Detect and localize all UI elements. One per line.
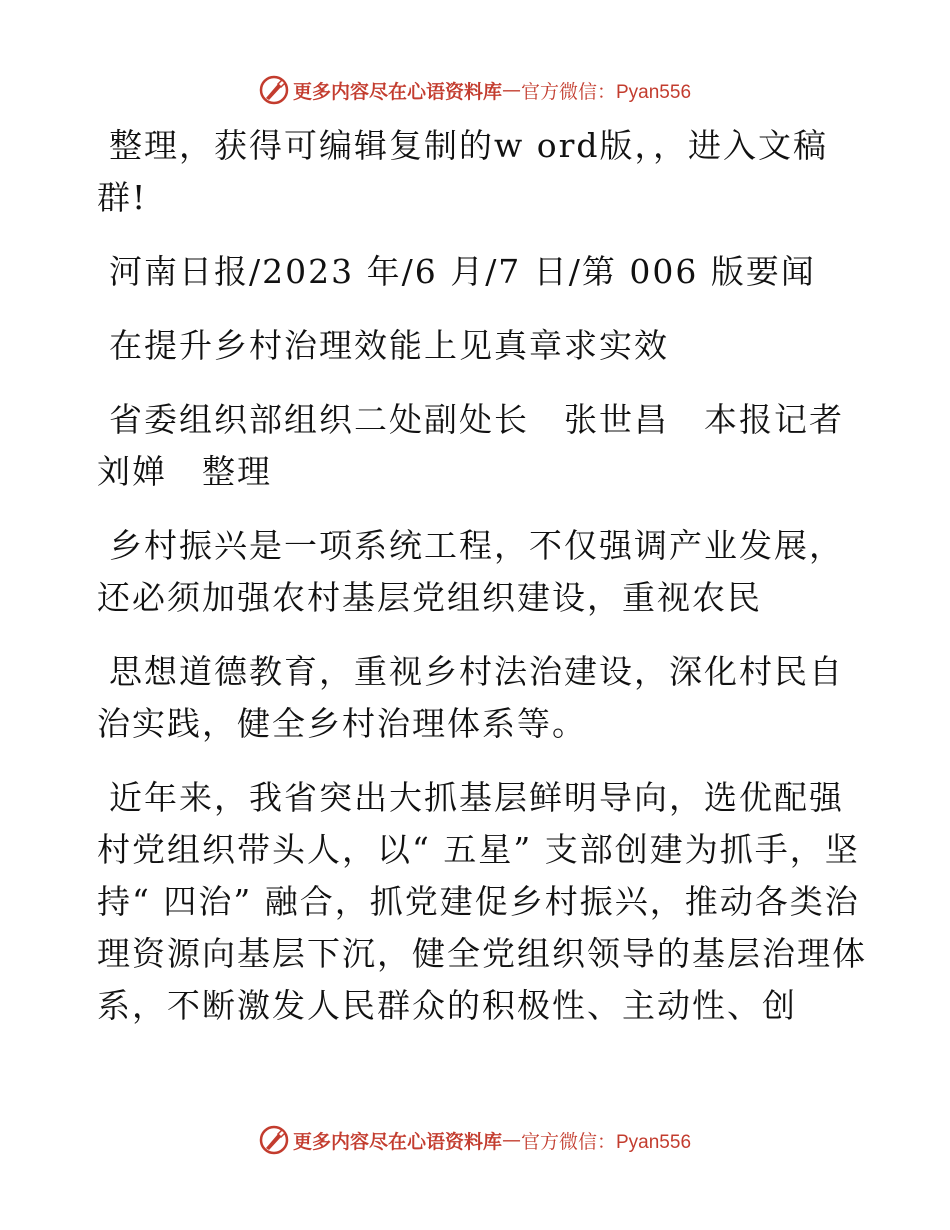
paragraph: 整理，获得可编辑复制的w ord版，，进入文稿群!	[97, 126, 829, 217]
pen-logo-icon	[259, 75, 289, 105]
header-watermark	[0, 70, 950, 110]
header-separator: —	[502, 79, 521, 101]
document-body	[97, 120, 867, 1054]
footer-separator: —	[502, 1129, 521, 1151]
paragraph: 近年来，我省突出大抓基层鲜明导向，选优配强村党组织带头人，以“ 五星” 支部创建为抓手，坚持“ 四治” 融合，抓党建促乡村振兴，推动各类治理资源向基层下沉，健全党组织领导的基层治理体系，不断激发人民群众的积极性、主动性、创	[97, 778, 867, 1025]
footer-site-text: 更多内容尽在心语资料库	[292, 1130, 502, 1153]
paragraph: 思想道德教育，重视乡村法治建设，深化村民自治实践，健全乡村治理体系等。	[97, 652, 844, 743]
pen-logo-icon	[259, 1125, 289, 1155]
paragraph: 河南日报/2023 年/6 月/7 日/第 006 版要闻	[109, 252, 816, 291]
paragraph: 乡村振兴是一项系统工程，不仅强调产业发展，还必须加强农村基层党组织建设，重视农民	[97, 526, 844, 617]
paragraph: 在提升乡村治理效能上见真章求实效	[109, 326, 669, 365]
paragraph: 省委组织部组织二处副处长 张世昌 本报记者刘婵 整理	[97, 400, 844, 491]
footer-contact: 官方微信：Pyan556	[521, 1131, 692, 1153]
footer-watermark	[0, 1120, 950, 1160]
header-contact: 官方微信：Pyan556	[521, 81, 692, 103]
header-site-text: 更多内容尽在心语资料库	[292, 80, 502, 103]
